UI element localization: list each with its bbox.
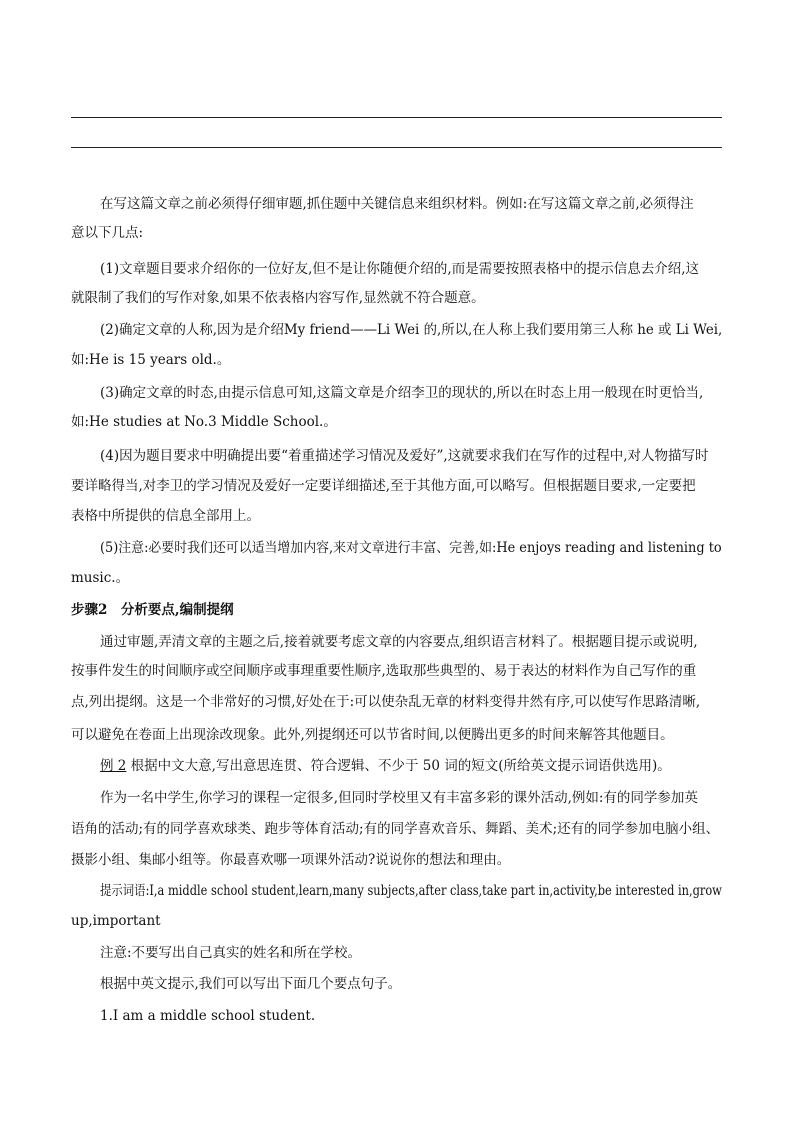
- note-line: 注意:不要写出自己真实的姓名和所在学校。: [100, 945, 362, 961]
- text-line: 点,列出提纲。这是一个非常好的习惯,好处在于:可以使杂乱无章的材料变得井然有序,可以使写作思路清晰,: [71, 694, 701, 710]
- text-line: 作为一名中学生,你学习的课程一定很多,但同时学校里又有丰富多彩的课外活动,例如:有的同学参加英: [100, 790, 698, 806]
- text-line: 可以避免在卷面上出现涂改现象。此外,列提纲还可以节省时间,以便腾出更多的时间来解答其他题目。: [71, 727, 674, 743]
- top-rule-2: [71, 147, 722, 148]
- text-line: 就限制了我们的写作对象,如果不依表格内容写作,显然就不符合题意。: [71, 290, 485, 306]
- text-line: (2)确定文章的人称,因为是介绍My friend——Li Wei 的,所以,在人称上我们要用第三人称 he 或 Li Wei,: [100, 322, 723, 338]
- example-text: 根据中文大意,写出意思连贯、符合逻辑、不少于 50 词的短文(所给英文提示词语供选用)。: [126, 758, 671, 774]
- text-line: 意以下几点:: [71, 225, 144, 241]
- text-line: (5)注意:必要时我们还可以适当增加内容,来对文章进行丰富、完善,如:He enjoys reading and listening to: [100, 540, 722, 556]
- text-line: 通过审题,弄清文章的主题之后,接着就要考虑文章的内容要点,组织语言材料了。根据题目提示或说明,: [100, 634, 698, 650]
- example-label: 例 2: [100, 758, 127, 774]
- text-line: (4)因为题目要求中明确提出要“着重描述学习情况及爱好”,这就要求我们在写作的过程中,对人物描写时: [100, 448, 709, 464]
- text-line: 在写这篇文章之前必须得仔细审题,抓住题中关键信息来组织材料。例如:在写这篇文章之前,必须得注: [100, 196, 694, 212]
- text-line: 表格中所提供的信息全部用上。: [71, 508, 260, 524]
- section-heading-step-2: 步骤2 分析要点,编制提纲: [71, 602, 234, 618]
- text-line: 根据中英文提示,我们可以写出下面几个要点句子。: [100, 976, 402, 992]
- text-line: (1)文章题目要求介绍你的一位好友,但不是让你随便介绍的,而是需要按照表格中的提示信息去介绍,这: [100, 261, 699, 277]
- text-line: up,important: [71, 913, 161, 929]
- text-line: 如:He is 15 years old.。: [71, 352, 231, 368]
- top-rule-1: [71, 117, 722, 118]
- text-line: 要详略得当,对李卫的学习情况及爱好一定要详细描述,至于其他方面,可以略写。但根据题目要求,一定要把: [71, 478, 696, 494]
- example-2-prompt: [100, 756, 671, 776]
- text-line: 摄影小组、集邮小组等。你最喜欢哪一项课外活动?说说你的想法和理由。: [71, 852, 511, 868]
- text-line: 提示词语:I,a middle school student,learn,many subjects,after class,take part in,activity,be interested in,grow: [100, 883, 722, 899]
- text-line: 按事件发生的时间顺序或空间顺序或事理重要性顺序,选取那些典型的、易于表达的材料作为自己写作的重: [71, 663, 697, 679]
- text-line: 如:He studies at No.3 Middle School.。: [71, 414, 337, 430]
- text-line: 1.I am a middle school student.: [100, 1008, 316, 1024]
- text-line: 语角的活动;有的同学喜欢球类、跑步等体育活动;有的同学喜欢音乐、舞蹈、美术;还有的同学参加电脑小组、: [71, 821, 720, 837]
- text-line: (3)确定文章的时态,由提示信息可知,这篇文章是介绍李卫的现状的,所以在时态上用一般现在时更恰当,: [100, 385, 704, 401]
- text-line: music.。: [71, 570, 130, 586]
